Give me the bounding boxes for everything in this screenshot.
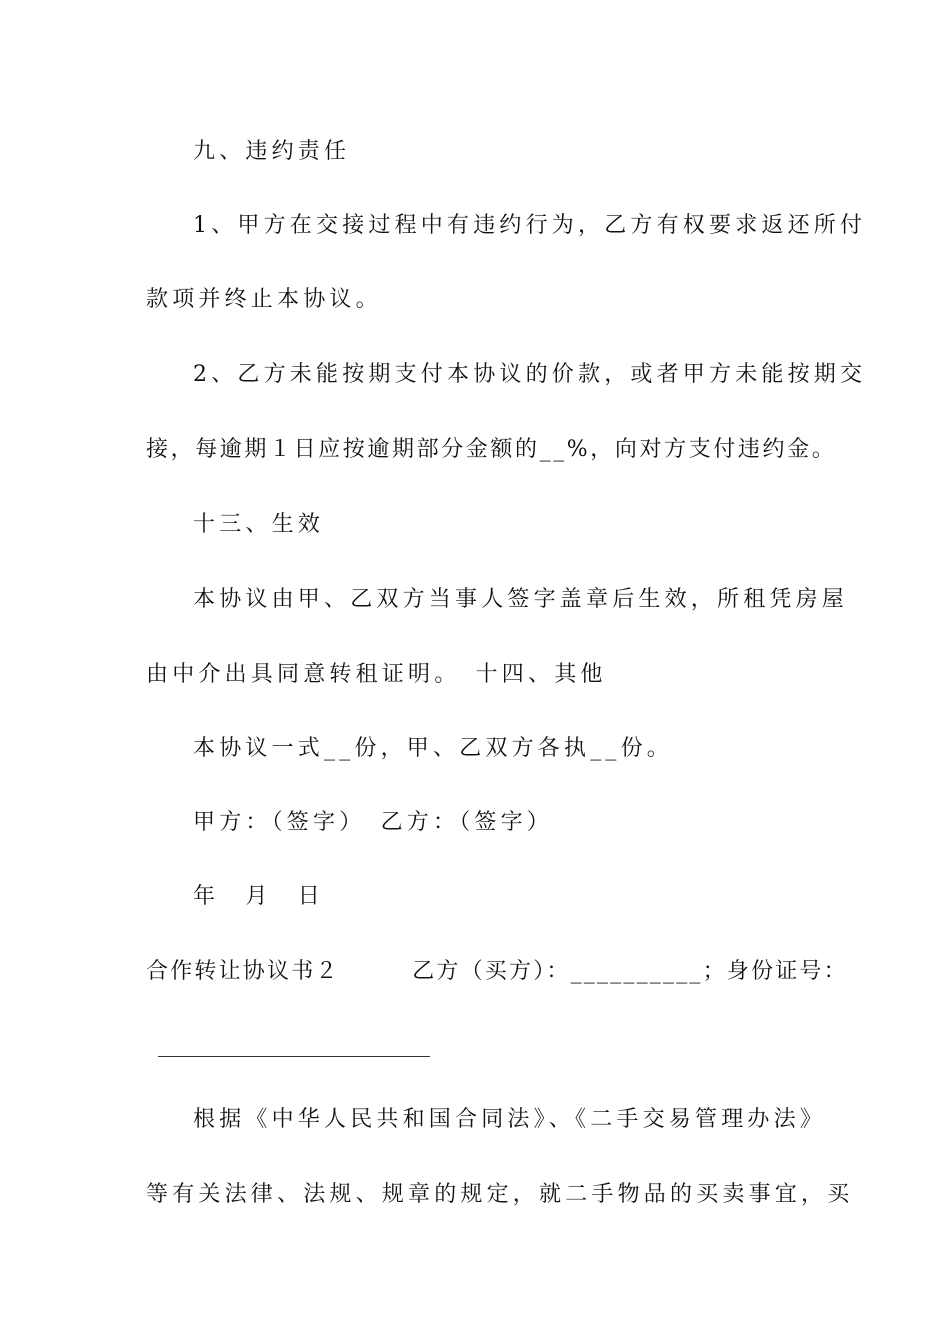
paragraph-line: 款项并终止本协议。: [146, 287, 382, 312]
paragraph-line: 由中介出具同意转租证明。 十四、其他: [146, 662, 607, 687]
paragraph-line: 接，每逾期１日应按逾期部分金额的__%，向对方支付违约金。: [146, 437, 837, 462]
paragraph-line: 本协议由甲、乙双方当事人签字盖章后生效，所租凭房屋: [193, 587, 849, 612]
signature-line: 甲方：（签字） 乙方：（签字）: [193, 810, 554, 835]
paragraph-line: 等有关法律、法规、规章的规定，就二手物品的买卖事宜，买: [146, 1182, 854, 1207]
blank-underline: [158, 1056, 430, 1057]
paragraph-line: 根据《中华人民共和国合同法》、《二手交易管理办法》: [193, 1107, 827, 1132]
section-heading-effect: 十三、生效: [193, 512, 325, 537]
paragraph-line: 1、甲方在交接过程中有违约行为，乙方有权要求返还所付: [193, 213, 867, 238]
date-line: 年 月 日: [193, 884, 325, 909]
section-heading-breach: 九、违约责任: [193, 139, 351, 164]
document-title-line: 合作转让协议书２ 乙方（买方）：__________；身份证号：: [146, 959, 848, 984]
paragraph-line: 2、乙方未能按期支付本协议的价款，或者甲方未能按期交: [193, 362, 867, 387]
paragraph-line: 本协议一式__份，甲、乙双方各执__份。: [193, 736, 674, 761]
